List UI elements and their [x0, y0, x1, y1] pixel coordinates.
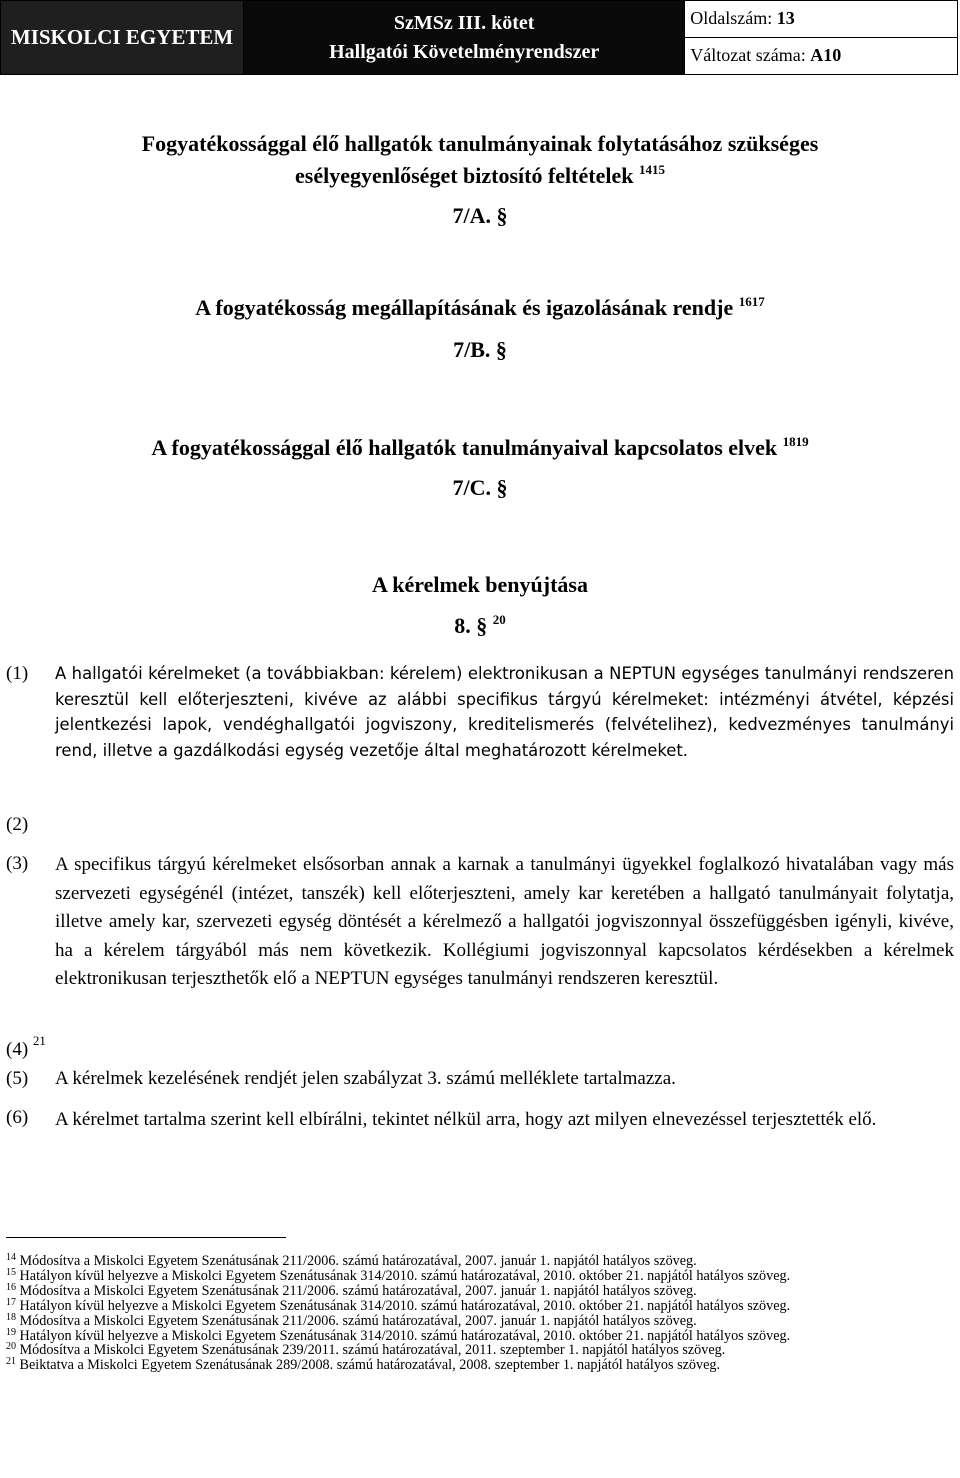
version-row: [685, 37, 957, 74]
footnote-number: 17: [6, 1296, 16, 1308]
heading-3: [0, 435, 960, 461]
footnote-text: Hatályon kívül helyezve a Miskolci Egyetem Szenátusának 314/2010. számú határozatával, 2010. október 21. napjától hatályos szöveg.: [19, 1327, 791, 1344]
paragraph-text: A kérelmet tartalma szerint kell elbírálni, tekintet nélkül arra, hogy azt milyen elnevezéssel terjesztették elő.: [55, 1109, 877, 1130]
paragraph-6: [6, 1105, 954, 1134]
footnote: [6, 1358, 954, 1373]
regulation-title: Hallgatói Követelményrendszer: [329, 40, 600, 63]
paragraph-text: A hallgatói kérelmeket (a továbbiakban: kérelem) elektronikusan a NEPTUN egységes tanulmányi rendszeren keresztül kell előterjeszteni, kivéve az alábbi specifikus tárgyú kérelmeket: intézményi átvétel, képzési jelentkezési lapok, vendéghallgatói jogviszony, kreditelismerés (felvételihez), kedvezményes tanulmányi rend, illetve a gazdálkodási egység vezetője által meghatározott kérelmeket.: [55, 664, 954, 760]
footnote-ref: 1617: [738, 294, 765, 309]
version-label: Változat száma:: [690, 45, 806, 65]
footnote-ref: 1415: [638, 162, 665, 177]
page-number: 13: [776, 8, 795, 28]
section-7b: 7/B. §: [453, 337, 507, 362]
heading-3-text: A fogyatékossággal élő hallgatók tanulmányaival kapcsolatos elvek: [151, 435, 778, 460]
paragraph-number: (2): [6, 814, 29, 835]
paragraph-text: A kérelmek kezelésének rendjét jelen szabályzat 3. számú melléklete tartalmazza.: [55, 1068, 676, 1089]
paragraph-number-text: (4): [6, 1039, 29, 1060]
footnote: [6, 1311, 954, 1329]
paragraph-5: [6, 1066, 954, 1092]
heading-2: [0, 295, 960, 321]
footnote: [6, 1266, 954, 1284]
footnote-text: Beiktatva a Miskolci Egyetem Szenátusának 289/2008. számú határozatával, 2008. szeptember 1. napjától hatályos szöveg.: [19, 1357, 721, 1374]
footnote-ref: 20: [492, 612, 506, 627]
footnote-text: Hatályon kívül helyezve a Miskolci Egyetem Szenátusának 314/2010. számú határozatával, 2010. október 21. napjától hatályos szöveg.: [19, 1297, 791, 1314]
volume-title: SzMSz III. kötet: [393, 11, 535, 34]
paragraph-number: (3): [6, 853, 29, 874]
heading-4: A kérelmek benyújtása: [372, 572, 588, 597]
paragraph-3: [6, 851, 954, 994]
paragraph-number: (1): [6, 663, 29, 684]
university-name: MISKOLCI EGYETEM: [1, 1, 244, 75]
footnote-text: Módosítva a Miskolci Egyetem Szenátusának 211/2006. számú határozatával, 2007. január 1. napjától hatályos szöveg.: [19, 1253, 697, 1269]
footnote: [6, 1296, 954, 1314]
footnote: [6, 1281, 954, 1299]
paragraph-1: [6, 661, 954, 763]
version-number: A10: [810, 45, 842, 65]
heading-1-line-1: Fogyatékossággal élő hallgatók tanulmányainak folytatásához szükséges: [141, 131, 819, 156]
footnote-number: 20: [6, 1341, 16, 1353]
footnote-ref: 1819: [782, 434, 809, 449]
page-number-label: Oldalszám:: [690, 8, 773, 28]
footnotes: [6, 1254, 954, 1373]
heading-1-line-2: [0, 163, 960, 189]
footnote-number: 19: [6, 1326, 16, 1338]
paragraph-text: A specifikus tárgyú kérelmeket elsősorban annak a karnak a tanulmányi ügyekkel foglalkozó hivatalában vagy más szervezeti egységénél (intézet, tanszék) kell előterjeszteni, amely kar keretében a hallgató tanulmányait folytatja, illetve amely kar, szervezeti egység döntését a kérelmező a hallgatói jogviszonnyal összefüggésben igényli, kivéve, ha a kérelem tárgyából más nem következik. Kollégiumi jogviszonnyal kapcsolatos kérdésekben a kérelmek elektronikusan terjeszthetők elő a NEPTUN egységes tanulmányi rendszeren keresztül.: [55, 854, 954, 990]
section-7a: 7/A. §: [452, 203, 508, 228]
paragraph-number: (6): [6, 1107, 29, 1128]
section-8: [0, 613, 960, 639]
footnote-number: 15: [6, 1266, 16, 1278]
footnote-text: Módosítva a Miskolci Egyetem Szenátusának 239/2011. számú határozatával, 2011. szeptember 1. napjától hatályos szöveg.: [19, 1342, 726, 1359]
section-8-text: 8. §: [454, 613, 488, 638]
footnote-text: Hatályon kívül helyezve a Miskolci Egyetem Szenátusának 314/2010. számú határozatával, 2010. október 21. napjától hatályos szöveg.: [19, 1267, 791, 1284]
footnote-number: 14: [6, 1252, 16, 1263]
paragraph-number: (5): [6, 1068, 29, 1089]
heading-2-text: A fogyatékosság megállapításának és igazolásának rendje: [195, 295, 734, 320]
footnote-text: Módosítva a Miskolci Egyetem Szenátusának 211/2006. számú határozatával, 2007. január 1. napjától hatályos szöveg.: [19, 1282, 697, 1299]
heading-1-text: esélyegyenlőséget biztosító feltételek: [295, 163, 634, 188]
footnote-number: 21: [6, 1356, 16, 1368]
page-info-cell: [685, 1, 958, 75]
footnote-number: 18: [6, 1311, 16, 1323]
footnote-number: 16: [6, 1281, 16, 1293]
footnote: [6, 1254, 954, 1269]
document-title-cell: [244, 1, 685, 75]
footnote-separator: [6, 1237, 286, 1238]
page-number-row: [685, 1, 957, 37]
paragraph-number: [6, 1033, 46, 1063]
footnote-ref: 21: [32, 1033, 46, 1048]
section-7c: 7/C. §: [452, 475, 508, 500]
page-header: [0, 0, 958, 75]
footnote-text: Módosítva a Miskolci Egyetem Szenátusának 211/2006. számú határozatával, 2007. január 1. napjától hatályos szöveg.: [19, 1312, 697, 1329]
